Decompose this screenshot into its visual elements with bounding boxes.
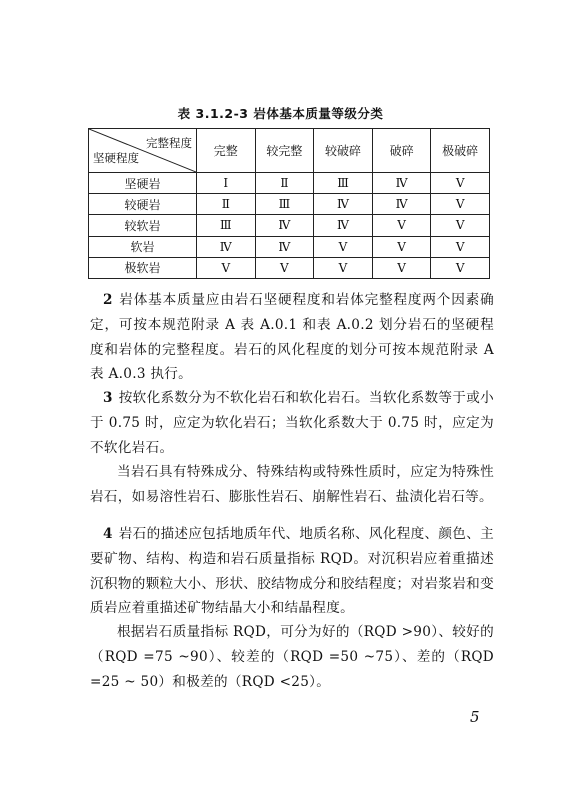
- grade-cell: Ⅴ: [431, 173, 490, 194]
- paragraph-rqd: 根据岩石质量指标 RQD，可分为好的（RQD >90）、较好的（RQD =75 ~90）、较差的（RQD =50 ~75）、差的（RQD =25 ~ 50）和极差的（RQD <25）。: [90, 624, 494, 690]
- paragraph-item-3: [90, 386, 494, 460]
- grade-cell: Ⅴ: [431, 236, 490, 257]
- grade-cell: Ⅳ: [255, 236, 314, 257]
- column-header: 完整: [197, 129, 256, 173]
- diagonal-header-cell: [89, 129, 197, 173]
- grade-cell: Ⅴ: [431, 215, 490, 236]
- rock-quality-table: [88, 128, 490, 279]
- grade-cell: Ⅴ: [431, 194, 490, 215]
- grade-cell: Ⅰ: [197, 173, 256, 194]
- table-row: [89, 257, 490, 278]
- paragraph-item-4: [90, 522, 494, 621]
- grade-cell: Ⅲ: [255, 194, 314, 215]
- table-row: [89, 173, 490, 194]
- column-header: 破碎: [372, 129, 431, 173]
- table-row: [89, 236, 490, 257]
- grade-cell: Ⅴ: [314, 236, 373, 257]
- paragraph-special-rocks: 当岩石具有特殊成分、特殊结构或特殊性质时，应定为特殊性岩石，如易溶性岩石、膨胀性岩石、崩解性岩石、盐渍化岩石等。: [90, 464, 494, 505]
- grade-cell: Ⅳ: [314, 194, 373, 215]
- grade-cell: Ⅴ: [314, 257, 373, 278]
- paragraph-item-2: [90, 288, 494, 387]
- table-caption: 表 3.1.2-3 岩体基本质量等级分类: [177, 106, 384, 121]
- row-label: 较软岩: [89, 215, 197, 236]
- grade-cell: Ⅳ: [372, 173, 431, 194]
- row-label: 较硬岩: [89, 194, 197, 215]
- column-header: 较完整: [255, 129, 314, 173]
- column-header: 较破碎: [314, 129, 373, 173]
- table-row: [89, 194, 490, 215]
- table-header-row: [89, 129, 490, 173]
- grade-cell: Ⅴ: [197, 257, 256, 278]
- paragraph-text: 岩石的描述应包括地质年代、地质名称、风化程度、颜色、主要矿物、结构、构造和岩石质量指标 RQD。对沉积岩应着重描述沉积物的颗粒大小、形状、胶结物成分和胶结程度；对岩浆岩和变质岩应着重描述矿物结晶大小和结晶程度。: [90, 526, 494, 617]
- column-header: 极破碎: [431, 129, 490, 173]
- grade-cell: Ⅴ: [372, 257, 431, 278]
- grade-cell: Ⅳ: [255, 215, 314, 236]
- paragraph-text: 按软化系数分为不软化岩石和软化岩石。当软化系数等于或小于 0.75 时，应定为软化岩石；当软化系数大于 0.75 时，应定为不软化岩石。: [90, 390, 494, 456]
- row-label: 坚硬岩: [89, 173, 197, 194]
- grade-cell: Ⅴ: [372, 236, 431, 257]
- grade-cell: Ⅱ: [197, 194, 256, 215]
- row-label: 软岩: [89, 236, 197, 257]
- page-number: 5: [470, 708, 480, 726]
- item-number: 4: [103, 526, 113, 542]
- grade-cell: Ⅱ: [255, 173, 314, 194]
- paragraph-text: 岩体基本质量应由岩石坚硬程度和岩体完整程度两个因素确定，可按本规范附录 A 表 A.0.1 和表 A.0.2 划分岩石的坚硬程度和岩体的完整程度。岩石的风化程度的划分可按本规范附录 A 表 A.0.3 执行。: [90, 292, 494, 383]
- grade-cell: Ⅳ: [314, 215, 373, 236]
- grade-cell: Ⅴ: [431, 257, 490, 278]
- corner-label-integrity: 完整程度: [146, 136, 192, 150]
- grade-cell: Ⅲ: [197, 215, 256, 236]
- item-number: 3: [103, 390, 113, 406]
- grade-cell: Ⅲ: [314, 173, 373, 194]
- corner-label-hardness: 坚硬程度: [93, 151, 139, 165]
- grade-cell: Ⅳ: [372, 194, 431, 215]
- item-number: 2: [103, 292, 113, 308]
- table-row: [89, 215, 490, 236]
- grade-cell: Ⅳ: [197, 236, 256, 257]
- grade-cell: Ⅴ: [372, 215, 431, 236]
- row-label: 极软岩: [89, 257, 197, 278]
- grade-cell: Ⅴ: [255, 257, 314, 278]
